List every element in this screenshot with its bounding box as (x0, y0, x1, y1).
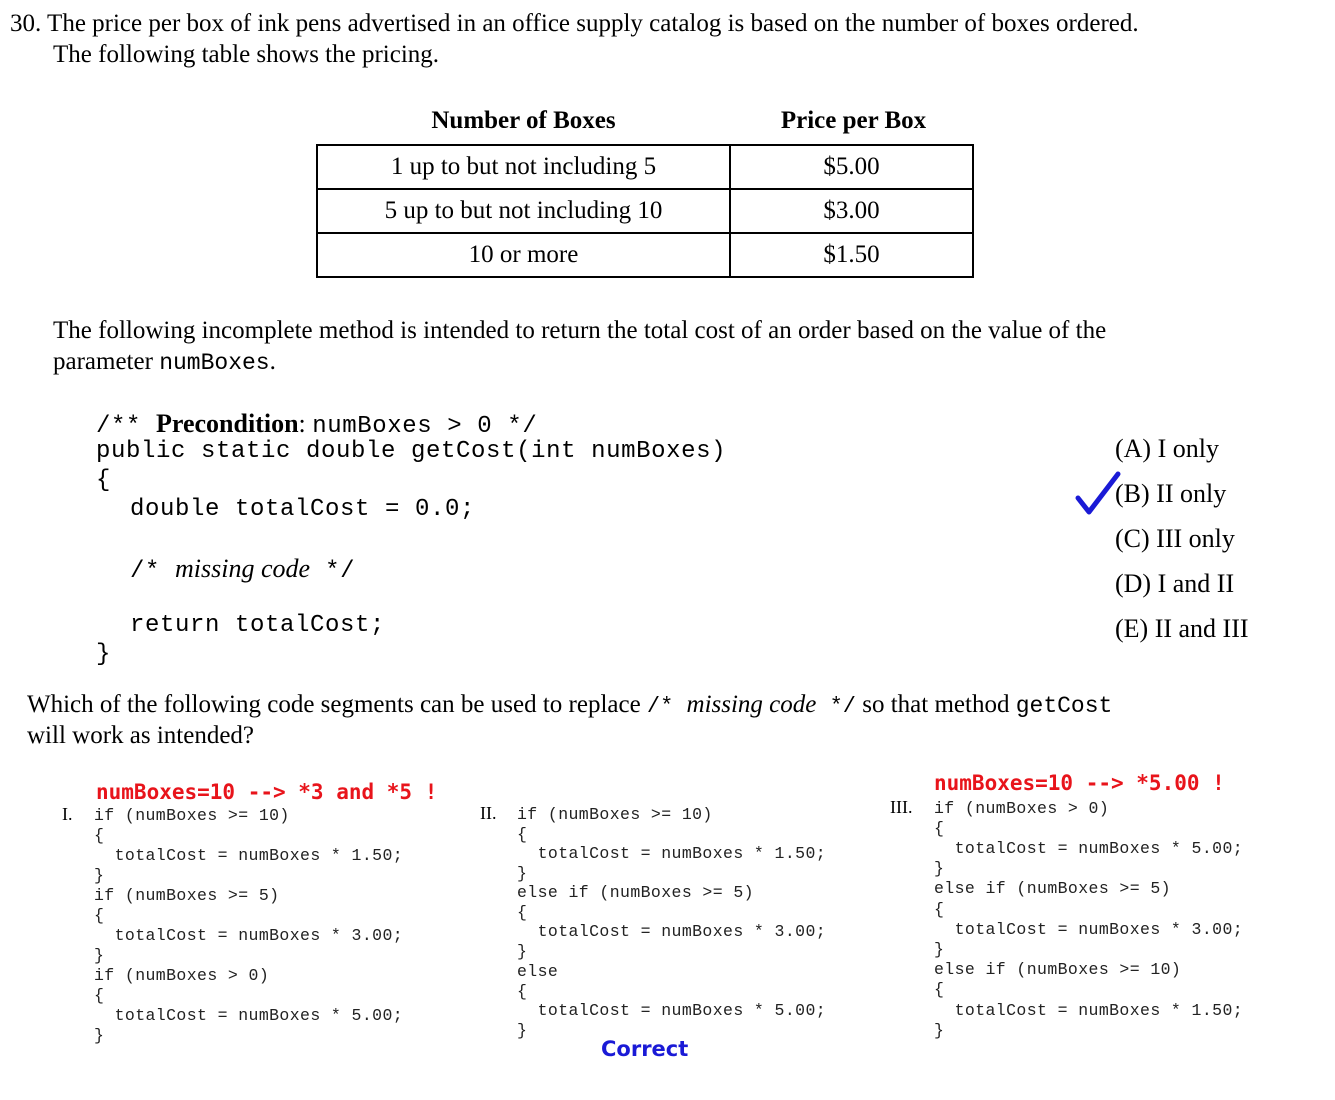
segment-ii-code (517, 805, 827, 1040)
code-line: { (94, 906, 105, 925)
table-cell: $5.00 (730, 145, 973, 189)
correct-label: Correct (601, 1037, 689, 1061)
prompt-code-close: */ (816, 694, 856, 719)
code-line: } (934, 940, 945, 959)
precondition-label: Precondition (156, 409, 299, 438)
prompt-line-1 (27, 689, 1112, 722)
prompt-missing: missing code (686, 691, 817, 718)
table-cell: $1.50 (730, 233, 973, 277)
code-line: { (94, 826, 105, 845)
prompt-code-open: /* (646, 694, 687, 719)
code-line: { (517, 824, 528, 844)
segment-iii-note: numBoxes=10 --> *5.00 ! (934, 771, 1225, 795)
missing-code-text: missing code (175, 554, 311, 583)
code-line: { (934, 819, 945, 838)
code-line: totalCost = numBoxes * 5.00; (94, 1006, 404, 1025)
precondition-comment (96, 409, 537, 440)
table-row (317, 145, 973, 189)
pricing-table (316, 144, 974, 278)
option-c: (C) III only (1115, 524, 1235, 553)
code-line: } (94, 866, 105, 885)
code-line: if (numBoxes >= 10) (94, 806, 290, 825)
code-line: { (934, 900, 945, 919)
description-line-1: The following incomplete method is intended to return the total cost of an order based on the value of the (53, 317, 1107, 344)
segment-i-code (94, 806, 404, 1045)
code-line: } (517, 941, 528, 961)
code-line: totalCost = numBoxes * 3.00; (934, 920, 1244, 939)
segment-iii-code (934, 799, 1244, 1040)
precondition-colon: : (298, 409, 313, 438)
missing-close: */ (310, 558, 356, 585)
method-open-brace: { (96, 467, 112, 494)
prompt-line-2: will work as intended? (27, 722, 255, 749)
code-line: } (94, 1026, 105, 1045)
code-line: else if (numBoxes >= 5) (934, 879, 1171, 898)
option-e: (E) II and III (1115, 614, 1249, 643)
prompt-text-2: so that method (856, 691, 1016, 718)
segment-ii-label: II. (480, 803, 497, 823)
code-line: else (517, 962, 559, 981)
description-text: parameter (53, 348, 160, 375)
table-header-price: Price per Box (780, 107, 927, 134)
code-line: else if (numBoxes >= 5) (517, 883, 754, 902)
code-line: } (94, 946, 105, 965)
missing-code-comment (130, 554, 355, 585)
segment-i-label: I. (62, 804, 73, 824)
code-line: totalCost = numBoxes * 5.00; (517, 1001, 827, 1020)
segment-iii-label: III. (890, 797, 913, 817)
table-cell: 10 or more (317, 233, 730, 277)
code-line: totalCost = numBoxes * 1.50; (934, 1001, 1244, 1020)
code-line: { (934, 980, 945, 999)
method-signature: public static double getCost(int numBoxes) (96, 438, 727, 465)
code-line: if (numBoxes >= 10) (517, 805, 713, 824)
code-line: if (numBoxes > 0) (94, 966, 270, 985)
option-a: (A) I only (1115, 434, 1219, 463)
segment-i-note: numBoxes=10 --> *3 and *5 ! (96, 780, 438, 804)
code-line: totalCost = numBoxes * 5.00; (934, 839, 1244, 858)
question-line-1: 30. The price per box of ink pens advertised in an office supply catalog is based on the number of boxes ordered. (10, 10, 1139, 37)
code-line: { (94, 986, 105, 1005)
table-cell: 1 up to but not including 5 (317, 145, 730, 189)
table-row (317, 233, 973, 277)
table-cell: 5 up to but not including 10 (317, 189, 730, 233)
code-line: totalCost = numBoxes * 3.00; (94, 926, 404, 945)
description-line-2 (53, 346, 276, 379)
prompt-text: Which of the following code segments can be used to replace (27, 691, 647, 718)
method-close-brace: } (96, 641, 112, 668)
question-line-2: The following table shows the pricing. (53, 41, 440, 68)
code-line: } (934, 1021, 945, 1040)
checkmark-icon (1074, 470, 1122, 516)
code-line: if (numBoxes > 0) (934, 799, 1110, 818)
table-row (317, 189, 973, 233)
code-line: if (numBoxes >= 5) (94, 886, 280, 905)
comment-open: /** (96, 413, 157, 440)
return-statement: return totalCost; (130, 612, 386, 639)
code-line: } (517, 1020, 528, 1040)
option-b: (B) II only (1115, 479, 1227, 508)
code-line: } (934, 859, 945, 878)
code-line: totalCost = numBoxes * 1.50; (517, 844, 827, 863)
precondition-code: numBoxes > 0 */ (312, 413, 538, 440)
code-line: totalCost = numBoxes * 3.00; (517, 922, 827, 941)
table-header-boxes: Number of Boxes (431, 107, 616, 134)
code-line: else if (numBoxes >= 10) (934, 960, 1182, 979)
code-line: { (517, 902, 528, 922)
prompt-method-name: getCost (1015, 693, 1113, 719)
table-cell: $3.00 (730, 189, 973, 233)
code-line: { (517, 981, 528, 1001)
code-line: } (517, 863, 528, 883)
code-line: totalCost = numBoxes * 1.50; (94, 846, 404, 865)
total-cost-declaration: double totalCost = 0.0; (130, 496, 476, 523)
missing-open: /* (130, 558, 176, 585)
option-d: (D) I and II (1115, 569, 1235, 598)
description-end: . (269, 348, 276, 375)
param-code: numBoxes (159, 350, 270, 376)
